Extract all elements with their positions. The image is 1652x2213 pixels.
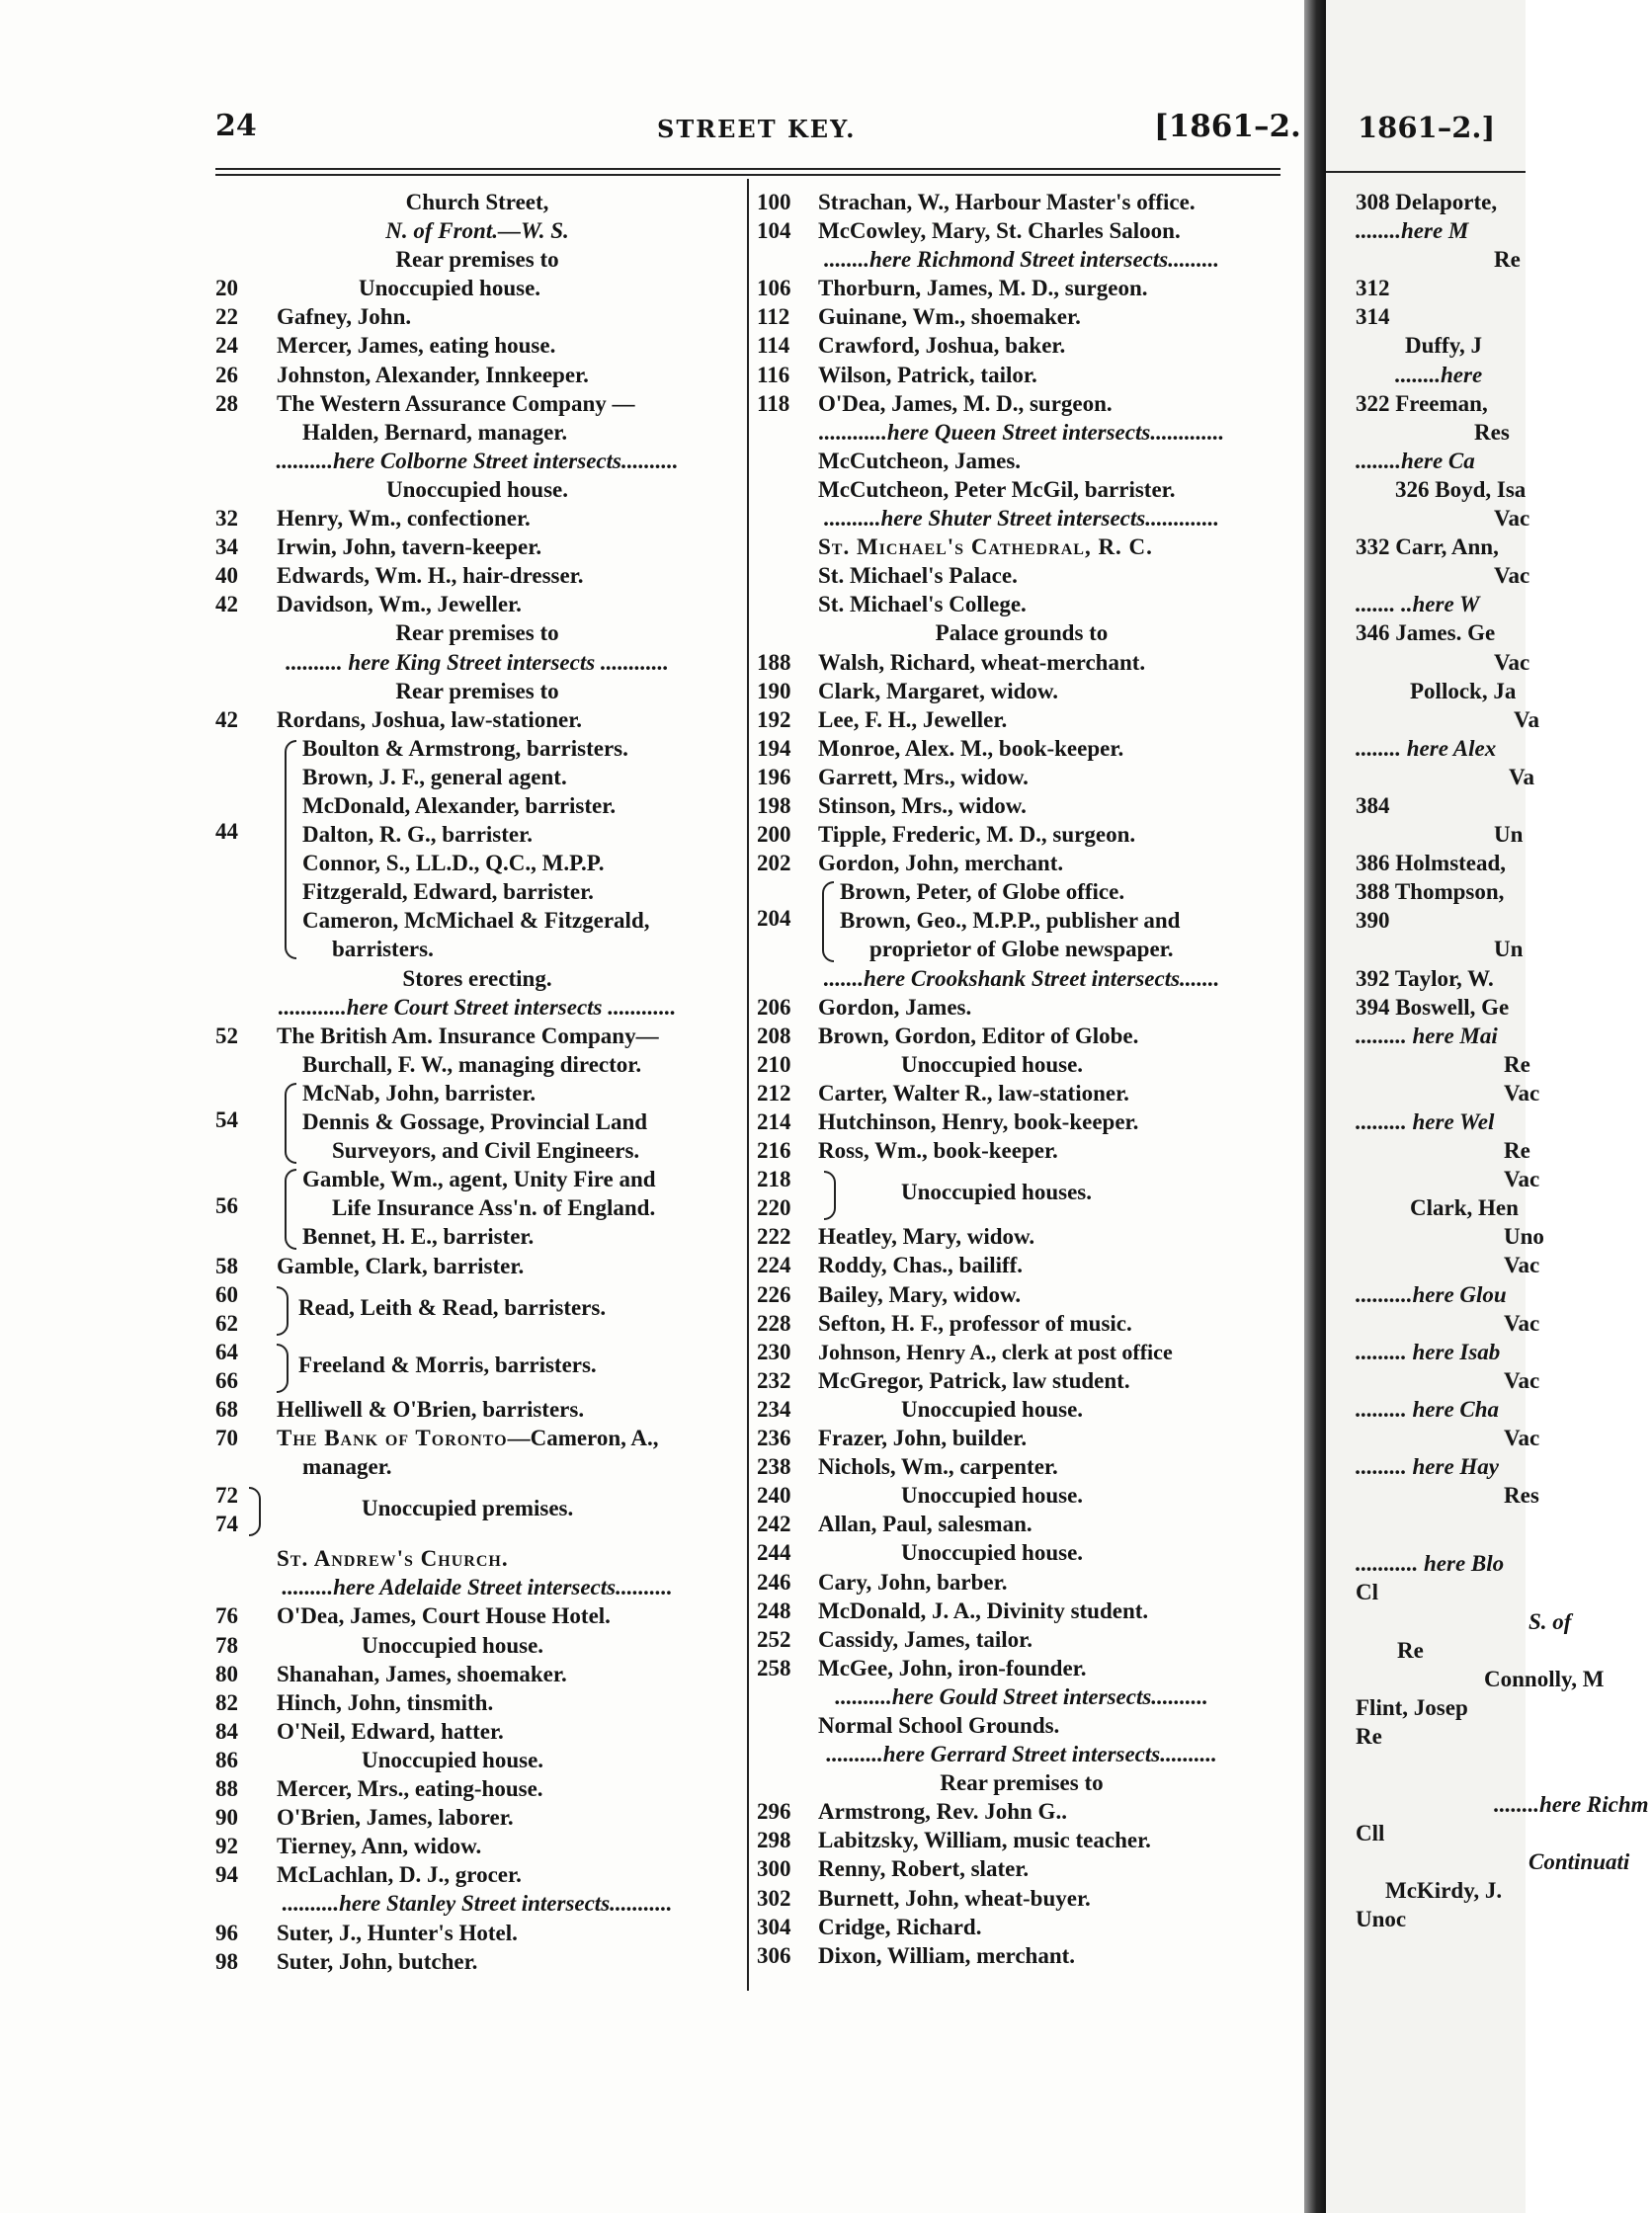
entry-text: Rear premises to bbox=[395, 678, 559, 703]
fragment-line: Vac bbox=[1504, 1253, 1540, 1278]
entry-row: 70 The Bank of Toronto—Cameron, A., bbox=[215, 1426, 659, 1451]
fragment-line: Res bbox=[1504, 1483, 1539, 1509]
entry-row: 202 Gordon, John, merchant. bbox=[757, 851, 1064, 876]
fragment-line: Vac bbox=[1494, 563, 1530, 589]
fragment-line: Vac bbox=[1494, 506, 1530, 532]
entry-row: 242 Allan, Paul, salesman. bbox=[757, 1512, 1032, 1537]
entry-row: 92 Tierney, Ann, widow. bbox=[215, 1834, 482, 1859]
entry-text: Unoccupied house. bbox=[385, 476, 569, 502]
fragment-line: ........ here Alex bbox=[1356, 735, 1497, 761]
fragment-line: Un bbox=[1494, 822, 1524, 848]
cathedral-name: St. Michael's Cathedral, R. C. bbox=[818, 534, 1153, 560]
fragment-line: Va bbox=[1514, 706, 1539, 732]
entry-group-72: 72 74 Unoccupied premises. bbox=[215, 1483, 574, 1537]
fragment-line: Un bbox=[1494, 937, 1524, 962]
entry-text: McCutcheon, Peter McGil, barrister. bbox=[818, 476, 1176, 502]
entry-row: 252 Cassidy, James, tailor. bbox=[757, 1626, 1033, 1652]
fragment-line: Re bbox=[1397, 1637, 1424, 1663]
fragment-line: 308 Delaporte, bbox=[1356, 190, 1498, 214]
entry-row: Burchall, F. W., managing director. bbox=[302, 1051, 642, 1077]
entry-row: 28 The Western Assurance Company — bbox=[215, 390, 635, 416]
entry-group-60: 60 62 Read, Leith & Read, barristers. bbox=[215, 1281, 607, 1336]
right-page-rule bbox=[1326, 171, 1526, 173]
entry-row: 100 Strachan, W., Harbour Master's office. bbox=[757, 190, 1196, 214]
fragment-line: Flint, Josep bbox=[1356, 1694, 1468, 1720]
intersection-line: ..........here Gould Street intersects.......... bbox=[835, 1683, 1208, 1709]
fragment-line: McKirdy, J. bbox=[1385, 1878, 1503, 1904]
entry-row: 192 Lee, F. H., Jeweller. bbox=[757, 706, 1008, 732]
entry-row: 96 Suter, J., Hunter's Hotel. bbox=[215, 1920, 518, 1945]
entry-row: 22 Gafney, John. bbox=[215, 304, 412, 330]
entry-row: 190 Clark, Margaret, widow. bbox=[757, 678, 1058, 703]
running-title: STREET KEY. bbox=[657, 115, 857, 143]
fragment-line: ....... ..here W bbox=[1356, 592, 1480, 617]
intersection-line: ..........here Shuter Street intersects............. bbox=[824, 506, 1219, 532]
street-subheading: N. of Front.—W. S. bbox=[385, 218, 569, 244]
entry-row: 300 Renny, Robert, slater. bbox=[757, 1856, 1030, 1882]
fragment-line: ......... here Wel bbox=[1356, 1109, 1495, 1134]
entry-row: 258 McGee, John, iron-founder. bbox=[757, 1655, 1087, 1680]
fragment-line: ........here Richm bbox=[1494, 1791, 1649, 1817]
entry-row: 206 Gordon, James. bbox=[757, 994, 972, 1020]
entry-row: 222 Heatley, Mary, widow. bbox=[757, 1224, 1035, 1250]
entry-row: 298 Labitzsky, William, music teacher. bbox=[757, 1828, 1151, 1853]
fragment-line: Vac bbox=[1504, 1167, 1540, 1192]
fragment-line: ........here bbox=[1395, 362, 1483, 387]
entry-row: 208 Brown, Gordon, Editor of Globe. bbox=[757, 1023, 1139, 1048]
entry-row: 82 Hinch, John, tinsmith. bbox=[215, 1689, 494, 1715]
fragment-line: Re bbox=[1504, 1051, 1530, 1077]
entry-text: Palace grounds to bbox=[935, 620, 1109, 646]
intersection-line: ............here Court Street intersects ............ bbox=[278, 994, 677, 1020]
entry-row: 228 Sefton, H. F., professor of music. bbox=[757, 1310, 1132, 1336]
fragment-line: ........here M bbox=[1356, 218, 1469, 244]
intersection-line: ..........here Stanley Street intersects........... bbox=[282, 1891, 673, 1917]
intersection-line: .......here Crookshank Street intersects....... bbox=[823, 965, 1220, 991]
entry-row: 302 Burnett, John, wheat-buyer. bbox=[757, 1885, 1091, 1911]
fragment-line: 346 James. Ge bbox=[1356, 620, 1496, 646]
entry-row: 114 Crawford, Joshua, baker. bbox=[757, 333, 1066, 359]
intersection-line: ..........here Colborne Street intersects.......... bbox=[276, 448, 679, 473]
page-number: 24 bbox=[215, 109, 257, 143]
street-heading: Church Street, bbox=[405, 190, 549, 214]
entry-row: 80 Shanahan, James, shoemaker. bbox=[215, 1661, 567, 1686]
entry-text: Normal School Grounds. bbox=[818, 1712, 1060, 1738]
entry-row: 20 Unoccupied house. bbox=[215, 276, 541, 301]
entry-row: 216 Ross, Wm., book-keeper. bbox=[757, 1138, 1058, 1164]
fragment-line: 314 bbox=[1356, 304, 1390, 330]
entry-row: 58 Gamble, Clark, barrister. bbox=[215, 1253, 525, 1278]
entry-row: 34 Irwin, John, tavern-keeper. bbox=[215, 534, 542, 560]
entry-group-56: 56 Gamble, Wm., agent, Unity Fire and Life Insurance Ass'n. of England. Bennet, H. E., barrister. bbox=[215, 1167, 656, 1250]
fragment-line: Re bbox=[1504, 1138, 1530, 1164]
entry-text: St. Michael's Palace. bbox=[818, 563, 1018, 589]
fragment-line: Vac bbox=[1504, 1367, 1540, 1393]
entry-row: 42 Rordans, Joshua, law-stationer. bbox=[215, 706, 583, 732]
entry-row: 226 Bailey, Mary, widow. bbox=[757, 1281, 1022, 1307]
entry-group-218: 218 220 Unoccupied houses. bbox=[757, 1167, 1092, 1221]
entry-row: 234 Unoccupied house. bbox=[757, 1396, 1084, 1422]
entry-row: 306 Dixon, William, merchant. bbox=[757, 1942, 1076, 1968]
left-column bbox=[215, 188, 739, 1976]
bank-name: The Bank of Toronto bbox=[277, 1426, 508, 1451]
intersection-line: ............here Queen Street intersects............. bbox=[818, 419, 1225, 445]
fragment-line: Re bbox=[1356, 1723, 1382, 1749]
fragment-line: 322 Freeman, bbox=[1356, 390, 1488, 416]
fragment-line: Re bbox=[1494, 247, 1521, 273]
fragment-line: ........... here Blo bbox=[1356, 1551, 1505, 1577]
entry-row: 240 Unoccupied house. bbox=[757, 1483, 1084, 1509]
fragment-line: Cll bbox=[1356, 1821, 1385, 1846]
entry-group-64: 64 66 Freeland & Morris, barristers. bbox=[215, 1339, 597, 1393]
entry-text: St. Michael's College. bbox=[818, 592, 1027, 617]
church-name: St. Andrew's Church. bbox=[277, 1546, 509, 1572]
fragment-line: ......... here Hay bbox=[1356, 1454, 1500, 1480]
entry-group-54: 54 McNab, John, barrister. Dennis & Gossage, Provincial Land Surveyors, and Civil Engineers. bbox=[215, 1080, 648, 1164]
fragment-line: Duffy, J bbox=[1405, 333, 1482, 359]
entry-row: 78 Unoccupied house. bbox=[215, 1632, 544, 1658]
entry-row: 244 Unoccupied house. bbox=[757, 1540, 1084, 1566]
entry-row: 24 Mercer, James, eating house. bbox=[215, 333, 556, 359]
fragment-line: Vac bbox=[1494, 649, 1530, 675]
entry-row: manager. bbox=[302, 1454, 392, 1480]
entry-text: McCutcheon, James. bbox=[818, 448, 1022, 473]
fragment-line: Pollock, Ja bbox=[1410, 678, 1517, 703]
right-page-lines bbox=[1356, 188, 1652, 1933]
fragment-line: Connolly, M bbox=[1484, 1666, 1605, 1691]
entry-row: 214 Hutchinson, Henry, book-keeper. bbox=[757, 1109, 1139, 1135]
fragment-line: ......... here Isab bbox=[1356, 1339, 1501, 1364]
fragment-line: Vac bbox=[1504, 1426, 1540, 1451]
fragment-line: ..........here Glou bbox=[1356, 1281, 1507, 1307]
fragment-line: ......... here Cha bbox=[1356, 1396, 1500, 1422]
entry-row: 84 O'Neil, Edward, hatter. bbox=[215, 1718, 504, 1744]
column-divider bbox=[747, 179, 749, 1991]
intersection-line: ..........here Gerrard Street intersects.......... bbox=[826, 1742, 1217, 1767]
year-left: [1861–2. bbox=[1154, 109, 1301, 144]
entry-row: 88 Mercer, Mrs., eating-house. bbox=[215, 1776, 543, 1802]
entry-row: 304 Cridge, Richard. bbox=[757, 1914, 982, 1939]
entry-row: 296 Armstrong, Rev. John G.. bbox=[757, 1799, 1067, 1825]
entry-row: 118 O'Dea, James, M. D., surgeon. bbox=[757, 390, 1113, 416]
fragment-line: S. of bbox=[1528, 1608, 1572, 1634]
entry-text: Rear premises to bbox=[940, 1770, 1104, 1796]
entry-row: 94 McLachlan, D. J., grocer. bbox=[215, 1862, 522, 1888]
entry-row: 230 Johnson, Henry A., clerk at post office bbox=[757, 1339, 1173, 1364]
entry-row: Halden, Bernard, manager. bbox=[302, 419, 568, 445]
entry-row: 104 McCowley, Mary, St. Charles Saloon. bbox=[757, 218, 1181, 244]
entry-row: 246 Cary, John, barber. bbox=[757, 1569, 1008, 1595]
entry-row: 40 Edwards, Wm. H., hair-dresser. bbox=[215, 563, 584, 589]
entry-row: 42 Davidson, Wm., Jeweller. bbox=[215, 592, 522, 617]
entry-row: 52 The British Am. Insurance Company— bbox=[215, 1023, 659, 1048]
fragment-line: Va bbox=[1509, 764, 1534, 789]
fragment-line: ........here Ca bbox=[1356, 448, 1475, 473]
entry-row: 194 Monroe, Alex. M., book-keeper. bbox=[757, 735, 1124, 761]
year-right: 1861–2.] bbox=[1358, 111, 1496, 144]
entry-row: 90 O'Brien, James, laborer. bbox=[215, 1805, 514, 1831]
entry-row: 86 Unoccupied house. bbox=[215, 1747, 544, 1772]
fragment-line: Vac bbox=[1504, 1310, 1540, 1336]
fragment-line: Unoc bbox=[1356, 1907, 1407, 1932]
fragment-line: 386 Holmstead, bbox=[1356, 851, 1507, 876]
fragment-line: 388 Thompson, bbox=[1356, 879, 1505, 905]
entry-row: 198 Stinson, Mrs., widow. bbox=[757, 792, 1027, 818]
fragment-line: Uno bbox=[1504, 1224, 1544, 1250]
entry-row: 210 Unoccupied house. bbox=[757, 1051, 1084, 1077]
entry-text: Stores erecting. bbox=[402, 965, 552, 991]
fragment-line: 384 bbox=[1356, 792, 1390, 818]
entry-row: 200 Tipple, Frederic, M. D., surgeon. bbox=[757, 822, 1136, 848]
fragment-line: 390 bbox=[1356, 908, 1390, 934]
header-rule-bottom bbox=[215, 174, 1280, 176]
entry-row: 224 Roddy, Chas., bailiff. bbox=[757, 1253, 1024, 1278]
fragment-line: 312 bbox=[1356, 276, 1390, 301]
intersection-line: .......... here King Street intersects ............ bbox=[286, 649, 669, 675]
entry-row: 98 Suter, John, butcher. bbox=[215, 1948, 478, 1974]
entry-row: 68 Helliwell & O'Brien, barristers. bbox=[215, 1397, 585, 1423]
entry-row: 26 Johnston, Alexander, Innkeeper. bbox=[215, 362, 589, 387]
fragment-line: Res bbox=[1474, 419, 1510, 445]
right-page-fragment bbox=[1326, 0, 1649, 2213]
entry-group-204: 204 Brown, Peter, of Globe office. Brown, Geo., M.P.P., publisher and proprietor of Globe newspaper. bbox=[757, 879, 1181, 962]
entry-row: 106 Thorburn, James, M. D., surgeon. bbox=[757, 276, 1148, 301]
entry-row: 116 Wilson, Patrick, tailor. bbox=[757, 362, 1037, 387]
fragment-line: 392 Taylor, W. bbox=[1356, 965, 1494, 991]
entry-row: 232 McGregor, Patrick, law student. bbox=[757, 1367, 1130, 1393]
entry-text: Rear premises to bbox=[395, 620, 559, 646]
entry-row: 188 Walsh, Richard, wheat-merchant. bbox=[757, 649, 1146, 675]
intersection-line: .........here Adelaide Street intersects.......... bbox=[282, 1575, 673, 1600]
entry-row: 212 Carter, Walter R., law-stationer. bbox=[757, 1080, 1129, 1106]
fragment-line: Continuati bbox=[1528, 1849, 1630, 1875]
intersection-line: ........here Richmond Street intersects......... bbox=[824, 247, 1219, 273]
entry-group-44: 44 Boulton & Armstrong, barristers. Brown, J. F., general agent. McDonald, Alexander, barrister. Dalton, R. G., barrister. Connor, S., LL.D., Q.C., M.P.P. Fitzgerald, Edward, barrister. Cameron, McMichael & Fitzgerald, barristers. bbox=[215, 735, 650, 962]
entry-row: 32 Henry, Wm., confectioner. bbox=[215, 506, 531, 532]
entry-row: 76 O'Dea, James, Court House Hotel. bbox=[215, 1603, 611, 1629]
fragment-line: 394 Boswell, Ge bbox=[1356, 994, 1510, 1020]
fragment-line: Clark, Hen bbox=[1410, 1195, 1519, 1221]
fragment-line: Vac bbox=[1504, 1080, 1540, 1106]
right-column bbox=[757, 188, 1286, 1970]
entry-row: 196 Garrett, Mrs., widow. bbox=[757, 764, 1029, 789]
entry-row: 236 Frazer, John, builder. bbox=[757, 1426, 1028, 1451]
fragment-line: Cl bbox=[1356, 1580, 1378, 1605]
fragment-line: 326 Boyd, Isa bbox=[1395, 476, 1527, 502]
entry-row: 238 Nichols, Wm., carpenter. bbox=[757, 1454, 1058, 1480]
book-gutter bbox=[1304, 0, 1326, 2213]
fragment-line: ......... here Mai bbox=[1356, 1023, 1498, 1048]
entry-row: 248 McDonald, J. A., Divinity student. bbox=[757, 1598, 1149, 1623]
entry-text: Rear premises to bbox=[395, 247, 559, 273]
header-rule-top bbox=[215, 168, 1280, 170]
fragment-line: 332 Carr, Ann, bbox=[1356, 534, 1499, 560]
entry-row: 112 Guinane, Wm., shoemaker. bbox=[757, 304, 1081, 330]
